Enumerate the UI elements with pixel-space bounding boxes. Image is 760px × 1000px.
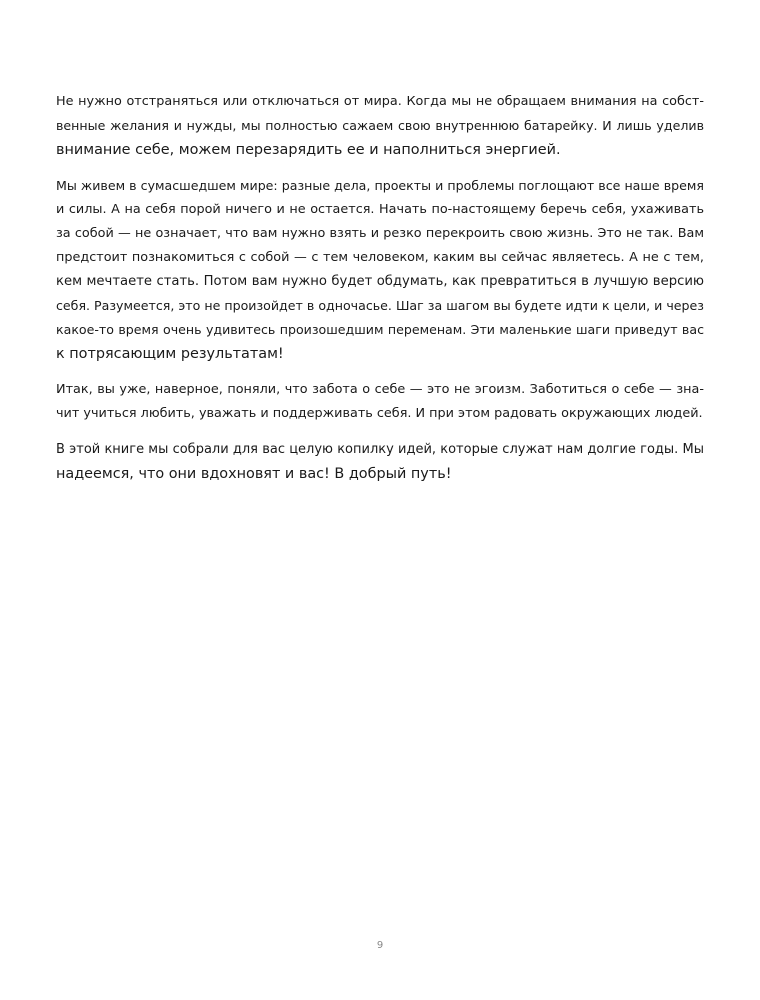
paragraph-4	[56, 438, 704, 486]
page-body	[56, 90, 704, 498]
paragraph-line: надеемся, что они вдохновят и вас! В добрый путь!	[56, 466, 452, 482]
paragraph-1	[56, 90, 704, 162]
paragraph-line: венные желания и нужды, мы полностью сажаем свою внутреннюю батарейку. И лишь уделив	[56, 118, 704, 133]
paragraph-line: Не нужно отстраняться или отключаться от мира. Когда мы не обращаем внимания на собст-	[56, 94, 704, 109]
paragraph-line: внимание себе, можем перезарядить ее и наполниться энергией.	[56, 142, 561, 158]
paragraph-line: Итак, вы уже, наверное, поняли, что забота о себе — это не эгоизм. Заботиться о себе — зна-	[56, 382, 704, 397]
paragraph-line: и силы. А на себя порой ничего и не остается. Начать по-настоящему беречь себя, ухаживать	[56, 202, 704, 217]
paragraph-3	[56, 378, 704, 426]
paragraph-line: предстоит познакомиться с собой — с тем человеком, каким вы сейчас являетесь. А не с тем,	[56, 250, 704, 265]
paragraph-line: чит учиться любить, уважать и поддерживать себя. И при этом радовать окружающих людей.	[56, 406, 703, 421]
paragraph-line: к потрясающим результатам!	[56, 346, 284, 362]
paragraph-line: себя. Разумеется, это не произойдет в одночасье. Шаг за шагом вы будете идти к цели, и через	[56, 298, 704, 313]
paragraph-line: В этой книге мы собрали для вас целую копилку идей, которые служат нам долгие годы. Мы	[56, 442, 704, 457]
paragraph-2	[56, 174, 704, 366]
paragraph-line: Мы живем в сумасшедшем мире: разные дела, проекты и проблемы поглощают все наше время	[56, 178, 704, 193]
page-number: 9	[376, 940, 384, 951]
paragraph-line: какое-то время очень удивитесь произошедшим переменам. Эти маленькие шаги приведут вас	[56, 322, 704, 337]
paragraph-line: кем мечтаете стать. Потом вам нужно будет обдумать, как превратиться в лучшую версию	[56, 274, 704, 289]
paragraph-line: за собой — не означает, что вам нужно взять и резко перекроить свою жизнь. Это не так. Вам	[56, 226, 704, 241]
